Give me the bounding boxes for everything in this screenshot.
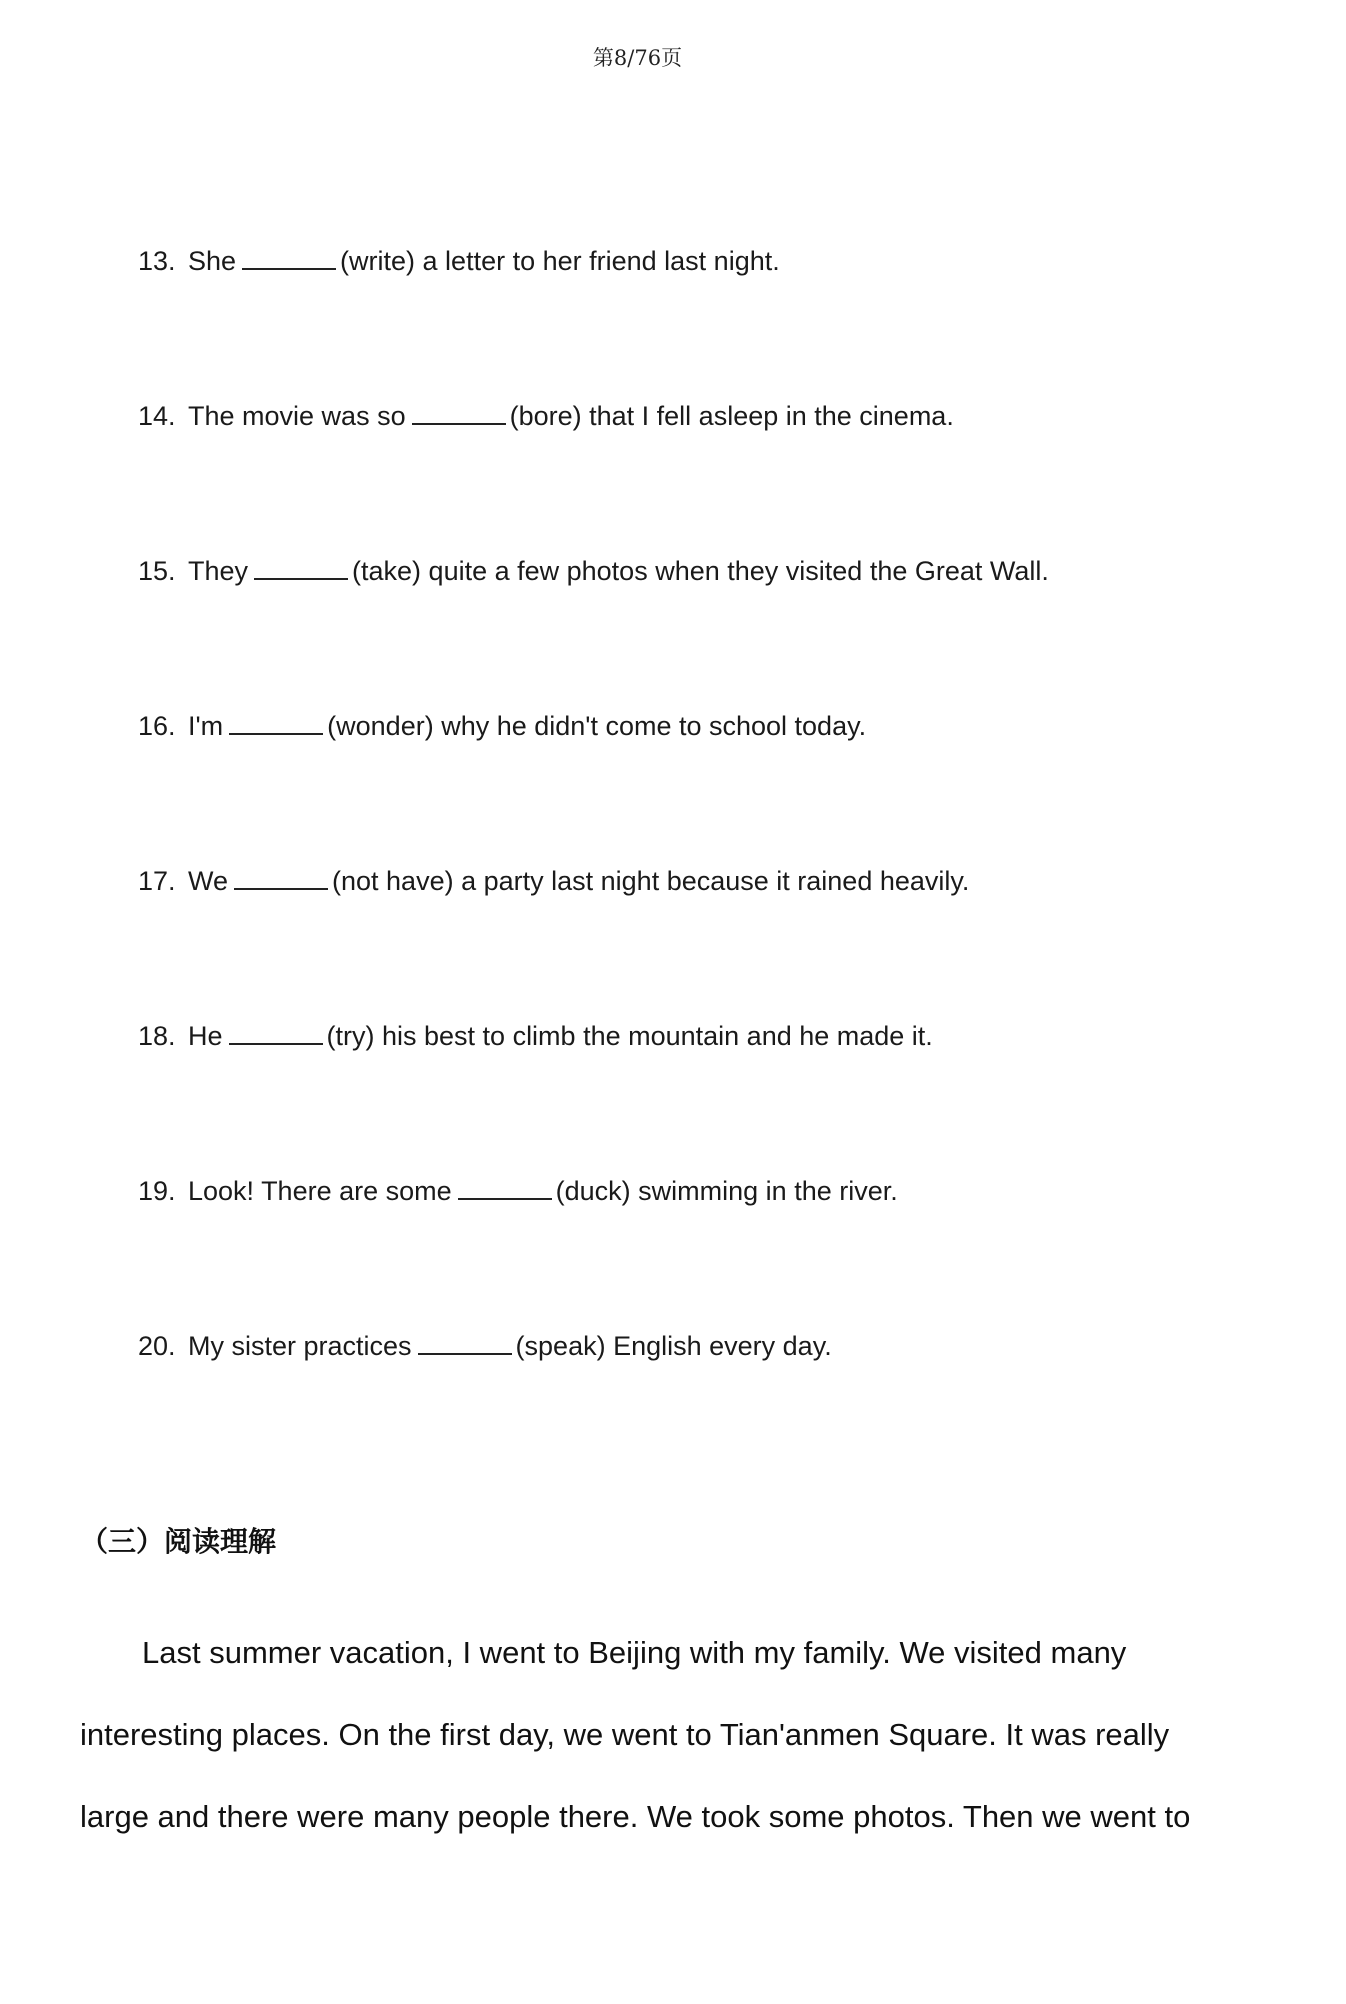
- question-text-before: He: [188, 1021, 223, 1051]
- question-text-before: We: [188, 866, 229, 896]
- question-text-before: I'm: [188, 711, 224, 741]
- question-text-after: (wonder) why he didn't come to school today.: [327, 711, 867, 741]
- question-text-before: Look! There are some: [188, 1176, 452, 1206]
- question-13: [138, 244, 780, 278]
- answer-blank[interactable]: [234, 864, 328, 890]
- question-text-before: They: [188, 556, 249, 586]
- answer-blank[interactable]: [229, 709, 323, 735]
- question-text-after: (duck) swimming in the river.: [555, 1176, 898, 1206]
- question-20: [138, 1329, 832, 1363]
- answer-blank[interactable]: [418, 1329, 512, 1355]
- question-number: 18.: [138, 1021, 176, 1051]
- question-19: [138, 1174, 898, 1208]
- question-text-after: (not have) a party last night because it rained heavily.: [332, 866, 970, 896]
- question-18: [138, 1019, 933, 1053]
- question-number: 20.: [138, 1331, 176, 1361]
- question-text-after: (speak) English every day.: [515, 1331, 832, 1361]
- section-heading: （三）阅读理解: [80, 1525, 277, 1558]
- question-number: 19.: [138, 1176, 176, 1206]
- question-text-after: (try) his best to climb the mountain and he made it.: [326, 1021, 933, 1051]
- question-number: 13.: [138, 246, 176, 276]
- question-17: [138, 864, 969, 898]
- question-text-after: (take) quite a few photos when they visited the Great Wall.: [352, 556, 1049, 586]
- question-text-before: The movie was so: [188, 401, 406, 431]
- question-text-before: My sister practices: [188, 1331, 412, 1361]
- answer-blank[interactable]: [254, 554, 348, 580]
- page-number: 第8/76页: [592, 46, 683, 70]
- question-number: 17.: [138, 866, 176, 896]
- question-number: 14.: [138, 401, 176, 431]
- passage-line-3: large and there were many people there. We took some photos. Then we went to: [80, 1799, 1191, 1834]
- question-text-after: (write) a letter to her friend last night.: [340, 246, 780, 276]
- question-14: [138, 399, 954, 433]
- question-number: 15.: [138, 556, 176, 586]
- question-16: [138, 709, 866, 743]
- answer-blank[interactable]: [412, 399, 506, 425]
- passage-line-2: interesting places. On the first day, we went to Tian'anmen Square. It was really: [80, 1717, 1170, 1752]
- answer-blank[interactable]: [229, 1019, 323, 1045]
- passage-line-1: Last summer vacation, I went to Beijing with my family. We visited many: [142, 1635, 1127, 1670]
- question-text-after: (bore) that I fell asleep in the cinema.: [509, 401, 954, 431]
- question-text-before: She: [188, 246, 237, 276]
- question-15: [138, 554, 1049, 588]
- answer-blank[interactable]: [242, 244, 336, 270]
- question-number: 16.: [138, 711, 176, 741]
- answer-blank[interactable]: [458, 1174, 552, 1200]
